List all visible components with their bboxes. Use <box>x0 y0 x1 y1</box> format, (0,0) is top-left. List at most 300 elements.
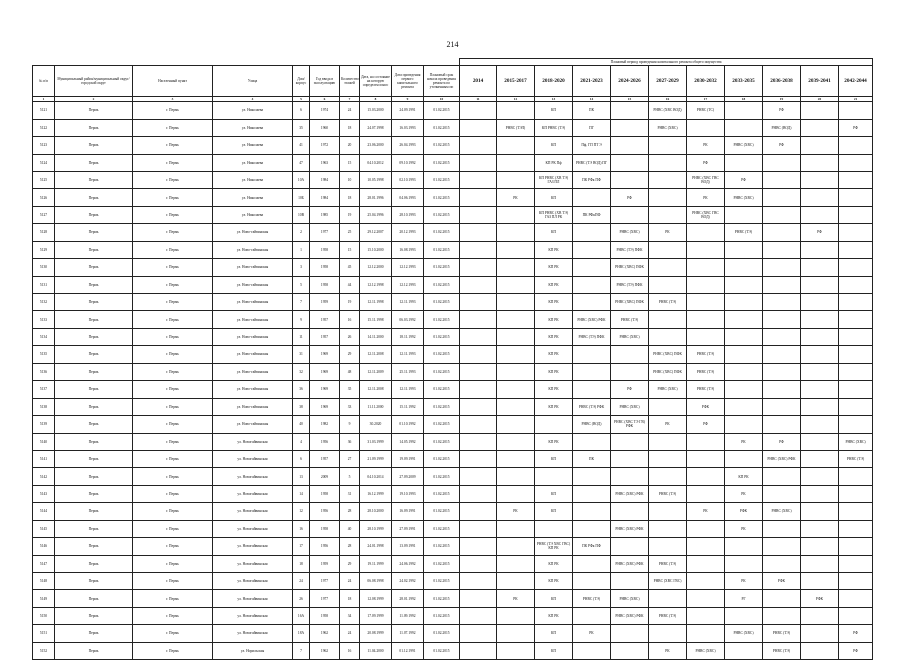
wear-date-cell: 29.12.2007 <box>360 224 392 241</box>
table-row <box>33 590 873 607</box>
period-cell <box>801 416 839 433</box>
table-row <box>33 503 873 520</box>
first-repair-date-cell: 24.06.1992 <box>392 555 424 572</box>
period-cell <box>460 259 497 276</box>
period-cell <box>687 607 725 624</box>
planned-start-cell: 01.02.2015 <box>424 485 460 502</box>
period-cell <box>573 381 611 398</box>
column-number: 9 <box>392 97 424 102</box>
period-cell <box>839 276 873 293</box>
period-cell <box>839 607 873 624</box>
row-number: 5134 <box>33 328 55 345</box>
period-cell: РНВС (ХВС) ПФК <box>611 259 649 276</box>
street-cell: ул. Новогайвинская <box>213 468 293 485</box>
period-cell <box>573 642 611 659</box>
wear-date-cell: 12.12.2000 <box>360 259 392 276</box>
locality-cell: г. Пермь <box>133 538 213 555</box>
period-cell <box>763 311 801 328</box>
wear-date-cell: 19.11.1999 <box>360 555 392 572</box>
floors-cell: 18 <box>340 590 360 607</box>
period-cell <box>725 538 763 555</box>
period-cell: РНВС (ХВС) ПФК <box>649 363 687 380</box>
house-cell: 18А <box>293 625 310 642</box>
period-cell: ПК РФк ПФ <box>573 538 611 555</box>
period-cell: РК <box>649 224 687 241</box>
period-cell: РНВС (ТЭ) <box>649 607 687 624</box>
row-number: 5125 <box>33 171 55 188</box>
period-cell <box>460 450 497 467</box>
year-cell: 1958 <box>310 276 340 293</box>
period-cell <box>460 294 497 311</box>
district-cell: Пермь <box>55 607 133 624</box>
period-cell: РК <box>725 433 763 450</box>
planned-period-title: Плановый период проведения капитального ремонта общего имущества <box>460 59 873 66</box>
planned-start-cell: 01.02.2015 <box>424 433 460 450</box>
first-repair-date-cell: 25.11.1993 <box>392 363 424 380</box>
wear-date-cell: 14.11.2000 <box>360 328 392 345</box>
period-cell: РК <box>497 189 535 206</box>
street-cell: ул. Николаева <box>213 206 293 223</box>
period-cell <box>611 433 649 450</box>
header-spacer <box>33 59 460 66</box>
first-repair-date-cell: 16.03.1993 <box>392 119 424 136</box>
period-cell <box>497 538 535 555</box>
period-cell: КП РК <box>535 607 573 624</box>
floors-cell: 15 <box>340 154 360 171</box>
table-row <box>33 363 873 380</box>
table-row <box>33 642 873 659</box>
period-cell <box>687 224 725 241</box>
period-cell <box>687 241 725 258</box>
row-number: 5133 <box>33 311 55 328</box>
period-cell <box>839 224 873 241</box>
period-cell <box>839 328 873 345</box>
table-row <box>33 485 873 502</box>
locality-cell: г. Пермь <box>133 259 213 276</box>
year-cell: 1958 <box>310 259 340 276</box>
period-cell <box>460 224 497 241</box>
first-repair-date-cell: 12.12.1993 <box>392 276 424 293</box>
row-number: 5151 <box>33 625 55 642</box>
period-cell <box>839 241 873 258</box>
floors-cell: 20 <box>340 137 360 154</box>
period-cell: РНВС (ХВС) <box>649 119 687 136</box>
wear-date-cell: 24.07.1998 <box>360 119 392 136</box>
table-row <box>33 398 873 415</box>
period-cell: РНВС (ТЭ ХВС ГВС) КП РК <box>535 538 573 555</box>
year-column-header: 2030-2032 <box>687 66 725 97</box>
table-row <box>33 102 873 119</box>
period-cell <box>725 206 763 223</box>
planned-start-cell: 01.02.2015 <box>424 538 460 555</box>
period-cell: РНВС (ТЭ) <box>611 311 649 328</box>
wear-date-cell: 12.11.2008 <box>360 381 392 398</box>
district-cell: Пермь <box>55 206 133 223</box>
period-cell <box>649 503 687 520</box>
year-column-header: 2033-2035 <box>725 66 763 97</box>
period-cell <box>611 137 649 154</box>
district-cell: Пермь <box>55 642 133 659</box>
row-number: 5143 <box>33 485 55 502</box>
wear-date-cell: 28.10.1999 <box>360 520 392 537</box>
row-number: 5137 <box>33 381 55 398</box>
period-cell <box>535 416 573 433</box>
period-cell: КП <box>535 503 573 520</box>
row-number: 5140 <box>33 433 55 450</box>
planned-start-cell: 01.02.2015 <box>424 381 460 398</box>
street-cell: ул. Николаева <box>213 137 293 154</box>
locality-cell: г. Пермь <box>133 154 213 171</box>
floors-cell: 44 <box>340 276 360 293</box>
house-cell: 10А <box>293 171 310 188</box>
page-number: 214 <box>446 40 459 49</box>
street-cell: ул. Ново-гайвинская <box>213 328 293 345</box>
planned-start-cell: 01.02.2015 <box>424 625 460 642</box>
period-cell: ПК РФк ПФ <box>573 171 611 188</box>
period-cell <box>460 590 497 607</box>
year-cell: 1984 <box>310 171 340 188</box>
period-cell <box>839 363 873 380</box>
period-cell <box>801 137 839 154</box>
house-cell: 9 <box>293 311 310 328</box>
period-cell: КП РК <box>535 328 573 345</box>
period-cell: КП <box>535 224 573 241</box>
column-header: Дата, на состояние на которую определен износ <box>360 66 392 97</box>
period-cell <box>763 346 801 363</box>
first-repair-date-cell: 15.11.1992 <box>392 398 424 415</box>
street-cell: ул. Ново-гайвинская <box>213 398 293 415</box>
period-cell <box>573 485 611 502</box>
first-repair-date-cell: 11.07.1992 <box>392 625 424 642</box>
street-cell: ул. Николаева <box>213 171 293 188</box>
period-cell: РК <box>725 485 763 502</box>
planned-start-cell: 01.02.2015 <box>424 573 460 590</box>
street-cell: ул. Ново-гайвинская <box>213 311 293 328</box>
capital-repair-schedule-table <box>32 58 873 660</box>
first-repair-date-cell: 20.12.1993 <box>392 224 424 241</box>
locality-cell: г. Пермь <box>133 555 213 572</box>
period-cell <box>649 276 687 293</box>
period-cell: РНВС (ХВС) <box>687 642 725 659</box>
period-cell <box>763 538 801 555</box>
district-cell: Пермь <box>55 503 133 520</box>
wear-date-cell: 15.10.2000 <box>360 241 392 258</box>
wear-date-cell: 04.10.2012 <box>360 154 392 171</box>
planned-start-cell: 01.02.2015 <box>424 607 460 624</box>
table-row <box>33 171 873 188</box>
period-cell <box>649 398 687 415</box>
row-number: 5142 <box>33 468 55 485</box>
period-cell <box>801 363 839 380</box>
floors-cell: 25 <box>340 224 360 241</box>
period-cell: РФК <box>687 398 725 415</box>
house-cell: 7 <box>293 642 310 659</box>
street-cell: ул. Новогайвинская <box>213 485 293 502</box>
year-cell: 1957 <box>310 328 340 345</box>
period-cell: РФ <box>725 171 763 188</box>
period-cell: РНВС (ХВС) РФК <box>611 607 649 624</box>
wear-date-cell: 12.11.1998 <box>360 294 392 311</box>
period-cell <box>839 171 873 188</box>
floors-cell: 28 <box>340 538 360 555</box>
period-cell: РНВС (ТЭ ВОД) ПГ <box>573 154 611 171</box>
period-cell <box>497 224 535 241</box>
period-cell <box>725 328 763 345</box>
locality-cell: г. Пермь <box>133 607 213 624</box>
locality-cell: г. Пермь <box>133 642 213 659</box>
district-cell: Пермь <box>55 154 133 171</box>
period-cell <box>460 485 497 502</box>
period-cell: РФ <box>763 433 801 450</box>
street-cell: ул. Новогайвинская <box>213 538 293 555</box>
period-cell <box>801 450 839 467</box>
period-cell: РФК <box>801 590 839 607</box>
wear-date-cell: 15.03.2000 <box>360 102 392 119</box>
column-header: Плановый срок начала проведения ремонта по уточненным пп <box>424 66 460 97</box>
period-cell <box>573 294 611 311</box>
period-cell <box>649 590 687 607</box>
period-cell: КП РК <box>535 433 573 450</box>
period-cell: КП РК Пф <box>535 154 573 171</box>
locality-cell: г. Пермь <box>133 573 213 590</box>
planned-start-cell: 01.02.2015 <box>424 555 460 572</box>
period-cell <box>497 154 535 171</box>
period-cell <box>801 607 839 624</box>
locality-cell: г. Пермь <box>133 294 213 311</box>
district-cell: Пермь <box>55 363 133 380</box>
district-cell: Пермь <box>55 538 133 555</box>
year-cell: 1959 <box>310 555 340 572</box>
period-cell <box>801 241 839 258</box>
period-cell: РНВС (ХВС) РФК <box>611 485 649 502</box>
period-cell <box>460 311 497 328</box>
wear-date-cell: 25.04.1996 <box>360 206 392 223</box>
floors-cell: 45 <box>340 259 360 276</box>
period-cell: РК <box>725 520 763 537</box>
house-cell: 3 <box>293 259 310 276</box>
street-cell: ул. Ново-гайвинская <box>213 276 293 293</box>
period-cell <box>611 206 649 223</box>
row-number: 5127 <box>33 206 55 223</box>
period-cell <box>763 398 801 415</box>
house-cell: 16 <box>293 520 310 537</box>
planned-start-cell: 01.02.2015 <box>424 259 460 276</box>
period-cell <box>801 206 839 223</box>
locality-cell: г. Пермь <box>133 433 213 450</box>
row-number: 5132 <box>33 294 55 311</box>
district-cell: Пермь <box>55 328 133 345</box>
period-cell <box>801 468 839 485</box>
period-cell: РК <box>687 503 725 520</box>
year-cell: 1974 <box>310 102 340 119</box>
period-cell: Пф, ГП ПТ Э <box>573 137 611 154</box>
column-number: 13 <box>535 97 573 102</box>
column-number: 7 <box>340 97 360 102</box>
period-cell <box>649 538 687 555</box>
floors-cell: 9 <box>340 416 360 433</box>
table-row <box>33 520 873 537</box>
house-cell: 32 <box>293 363 310 380</box>
year-cell: 1969 <box>310 346 340 363</box>
house-cell: 13 <box>293 468 310 485</box>
period-cell <box>839 468 873 485</box>
column-number: 6 <box>310 97 340 102</box>
street-cell: ул. Ново-гайвинская <box>213 363 293 380</box>
planned-start-cell: 01.02.2015 <box>424 328 460 345</box>
period-cell: КП РК <box>535 573 573 590</box>
planned-start-cell: 01.02.2015 <box>424 224 460 241</box>
period-cell: РНВС (ХВС) РФК <box>573 311 611 328</box>
column-number: 15 <box>611 97 649 102</box>
locality-cell: г. Пермь <box>133 102 213 119</box>
street-cell: ул. Ново-гайвинская <box>213 346 293 363</box>
planned-start-cell: 01.02.2015 <box>424 520 460 537</box>
floors-cell: 24 <box>340 573 360 590</box>
floors-cell: 36 <box>340 433 360 450</box>
period-cell: ПК <box>573 450 611 467</box>
period-cell <box>725 154 763 171</box>
period-cell: РНВС (ХВС) РФК <box>611 555 649 572</box>
column-number: 3 <box>133 97 213 102</box>
floors-cell: 33 <box>340 398 360 415</box>
period-cell <box>497 520 535 537</box>
table-row <box>33 433 873 450</box>
planned-start-cell: 01.02.2015 <box>424 137 460 154</box>
district-cell: Пермь <box>55 555 133 572</box>
period-cell <box>573 189 611 206</box>
table-row <box>33 189 873 206</box>
period-cell: РК <box>497 503 535 520</box>
period-cell <box>611 642 649 659</box>
period-cell <box>801 485 839 502</box>
first-repair-date-cell: 12.12.1993 <box>392 259 424 276</box>
period-cell <box>460 433 497 450</box>
period-cell <box>763 381 801 398</box>
period-cell <box>649 311 687 328</box>
period-cell <box>649 206 687 223</box>
period-cell <box>611 171 649 188</box>
period-cell: РФК <box>725 503 763 520</box>
period-cell: КП <box>535 485 573 502</box>
street-cell: ул. Новогайвинская <box>213 503 293 520</box>
wear-date-cell: 21.09.1999 <box>360 450 392 467</box>
period-cell <box>497 346 535 363</box>
period-cell <box>687 433 725 450</box>
period-cell: РНВС (ХВС) <box>611 224 649 241</box>
planned-start-cell: 01.02.2015 <box>424 450 460 467</box>
period-cell <box>497 276 535 293</box>
house-cell: 38 <box>293 398 310 415</box>
period-cell <box>460 503 497 520</box>
period-cell <box>687 555 725 572</box>
column-number: 18 <box>725 97 763 102</box>
period-cell <box>801 381 839 398</box>
planned-start-cell: 01.02.2015 <box>424 363 460 380</box>
period-cell <box>649 171 687 188</box>
district-cell: Пермь <box>55 171 133 188</box>
locality-cell: г. Пермь <box>133 276 213 293</box>
planned-start-cell: 01.02.2015 <box>424 171 460 188</box>
period-cell <box>763 224 801 241</box>
year-cell: 1956 <box>310 503 340 520</box>
wear-date-cell: 12.12.1998 <box>360 276 392 293</box>
house-cell: 11 <box>293 328 310 345</box>
street-cell: ул. Николаева <box>213 119 293 136</box>
period-cell: РНВС (ТЭ) <box>687 381 725 398</box>
row-number: 5122 <box>33 119 55 136</box>
period-cell: РНВС (ВОД) <box>763 119 801 136</box>
period-cell <box>611 154 649 171</box>
table-row <box>33 607 873 624</box>
period-cell: РФК <box>763 573 801 590</box>
house-cell: 6 <box>293 102 310 119</box>
house-cell: 47 <box>293 154 310 171</box>
period-cell <box>801 503 839 520</box>
period-cell <box>801 259 839 276</box>
table-row <box>33 119 873 136</box>
period-cell <box>573 503 611 520</box>
wear-date-cell: 31.03.1999 <box>360 433 392 450</box>
period-cell <box>460 189 497 206</box>
period-cell <box>763 259 801 276</box>
period-cell <box>801 573 839 590</box>
period-cell <box>725 311 763 328</box>
street-cell: ул. Новогайвинская <box>213 607 293 624</box>
year-column-header: 2042-2044 <box>839 66 873 97</box>
period-cell <box>460 398 497 415</box>
period-cell <box>497 171 535 188</box>
period-cell: РК <box>687 137 725 154</box>
year-cell: 1985 <box>310 206 340 223</box>
period-cell <box>573 363 611 380</box>
period-cell <box>497 381 535 398</box>
column-number: 5 <box>293 97 310 102</box>
floors-cell: 19 <box>340 206 360 223</box>
floors-cell: 35 <box>340 381 360 398</box>
period-cell <box>497 485 535 502</box>
period-cell <box>649 154 687 171</box>
table-row <box>33 259 873 276</box>
period-cell <box>611 102 649 119</box>
period-cell <box>839 189 873 206</box>
planned-start-cell: 01.02.2015 <box>424 398 460 415</box>
year-cell: 2009 <box>310 468 340 485</box>
period-cell <box>725 642 763 659</box>
table-row <box>33 206 873 223</box>
period-cell <box>573 555 611 572</box>
period-cell <box>460 555 497 572</box>
floors-cell: 40 <box>340 520 360 537</box>
period-cell: РНВС (ХВС) <box>611 398 649 415</box>
table-row <box>33 276 873 293</box>
period-cell <box>611 538 649 555</box>
first-repair-date-cell: 16.09.1991 <box>392 503 424 520</box>
period-cell: КП <box>535 137 573 154</box>
period-cell <box>763 276 801 293</box>
period-cell: РНВС (ХВС) <box>725 189 763 206</box>
wear-date-cell: 11.11.2000 <box>360 398 392 415</box>
period-cell <box>497 206 535 223</box>
table-row <box>33 573 873 590</box>
year-column-header: 2021-2023 <box>573 66 611 97</box>
period-cell: КП РК <box>535 381 573 398</box>
house-cell: 6 <box>293 450 310 467</box>
column-number: 14 <box>573 97 611 102</box>
period-cell <box>497 328 535 345</box>
year-cell: 1977 <box>310 590 340 607</box>
period-cell <box>573 433 611 450</box>
period-cell <box>460 520 497 537</box>
